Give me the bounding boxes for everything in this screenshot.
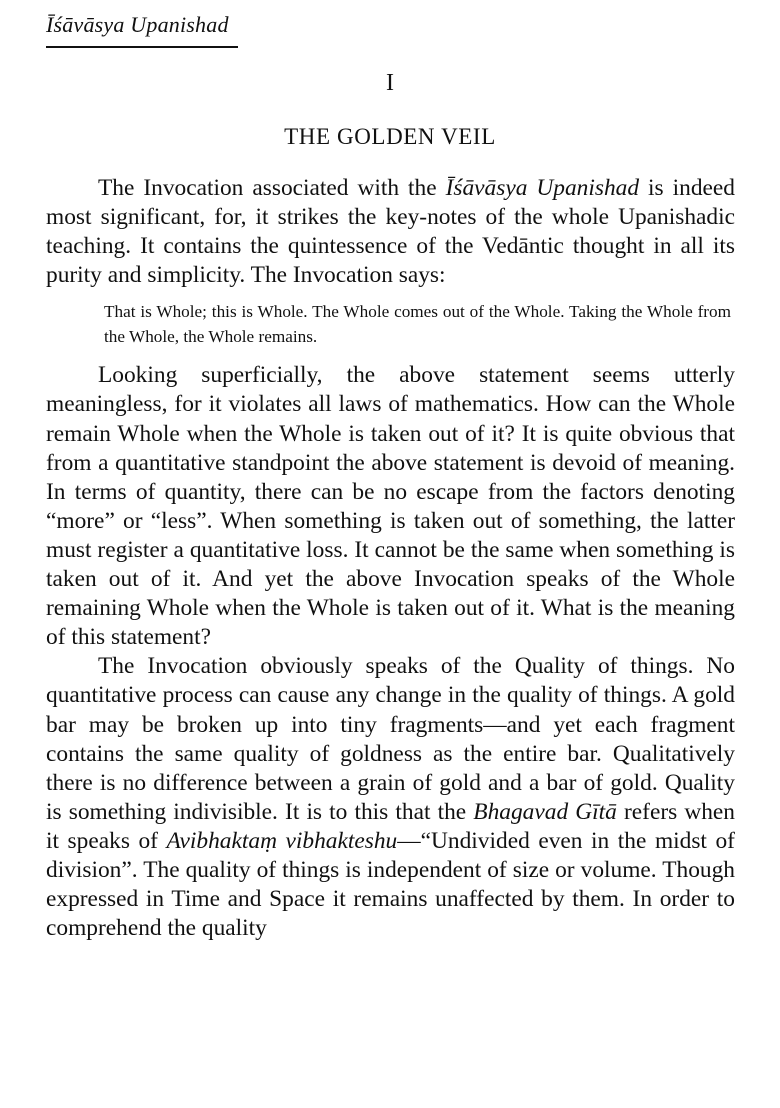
- paragraph-3: [46, 652, 735, 943]
- paragraph-3-text-a: The Invocation obviously speaks of the Quality of things. No quantitative process can cause any change in the quality of things. A gold bar may be broken up into tiny fragments—and yet each fragment contains the same quality of goldness as the entire bar. Qualitatively there is no difference between a grain of gold and a bar of gold. Quality is something indivisible. It is to this that the: [46, 653, 735, 825]
- paragraph-3-sanskrit-italic: Avibhaktaṃ vibhakteshu: [166, 827, 398, 854]
- running-head-underline: [46, 46, 238, 48]
- paragraph-3-text-e: —“Undivided even in the midst of division”. The quality of things is independent of size or volume. Though expressed in Time and Space it remains unaffected by them. In order to comprehend the quality: [46, 827, 735, 942]
- paragraph-3-text-c: refers when it speaks of: [46, 798, 736, 854]
- chapter-title: THE GOLDEN VEIL: [284, 124, 496, 149]
- paragraph-1-title-italic: Īśāvāsya Upanishad: [445, 175, 640, 201]
- chapter-number: I: [386, 70, 394, 96]
- paragraph-2: Looking superficially, the above statement seems utterly meaningless, for it violates all laws of mathematics. How can the Whole remain Whole when the Whole is taken out of it? It is quite obvious that from a quantitative standpoint the above statement is devoid of meaning. In terms of quantity, there can be no escape from the factors denoting “more” or “less”. When something is taken out of something, the latter must register a quantitative loss. It cannot be the same when something is taken out of it. And yet the above Invocation speaks of the Whole remaining Whole when the Whole is taken out of it. What is the meaning of this statement?: [46, 362, 735, 651]
- paragraph-1-text-c: is indeed most significant, for, it strikes the key-notes of the whole Upanishadic teaching. It contains the quintessence of the Vedāntic thought in all its purity and simplicity. The Invocation says:: [46, 175, 735, 289]
- running-head: Īśāvāsya Upanishad: [46, 12, 229, 37]
- invocation-quote: That is Whole; this is Whole. The Whole comes out of the Whole. Taking the Whole from the Whole, the Whole remains.: [104, 302, 731, 347]
- paragraph-1-text-a: The Invocation associated with the: [98, 175, 446, 201]
- paragraph-3-gita-italic: Bhagavad Gītā: [473, 798, 617, 825]
- paragraph-1: [46, 174, 735, 290]
- body-text: [46, 174, 735, 943]
